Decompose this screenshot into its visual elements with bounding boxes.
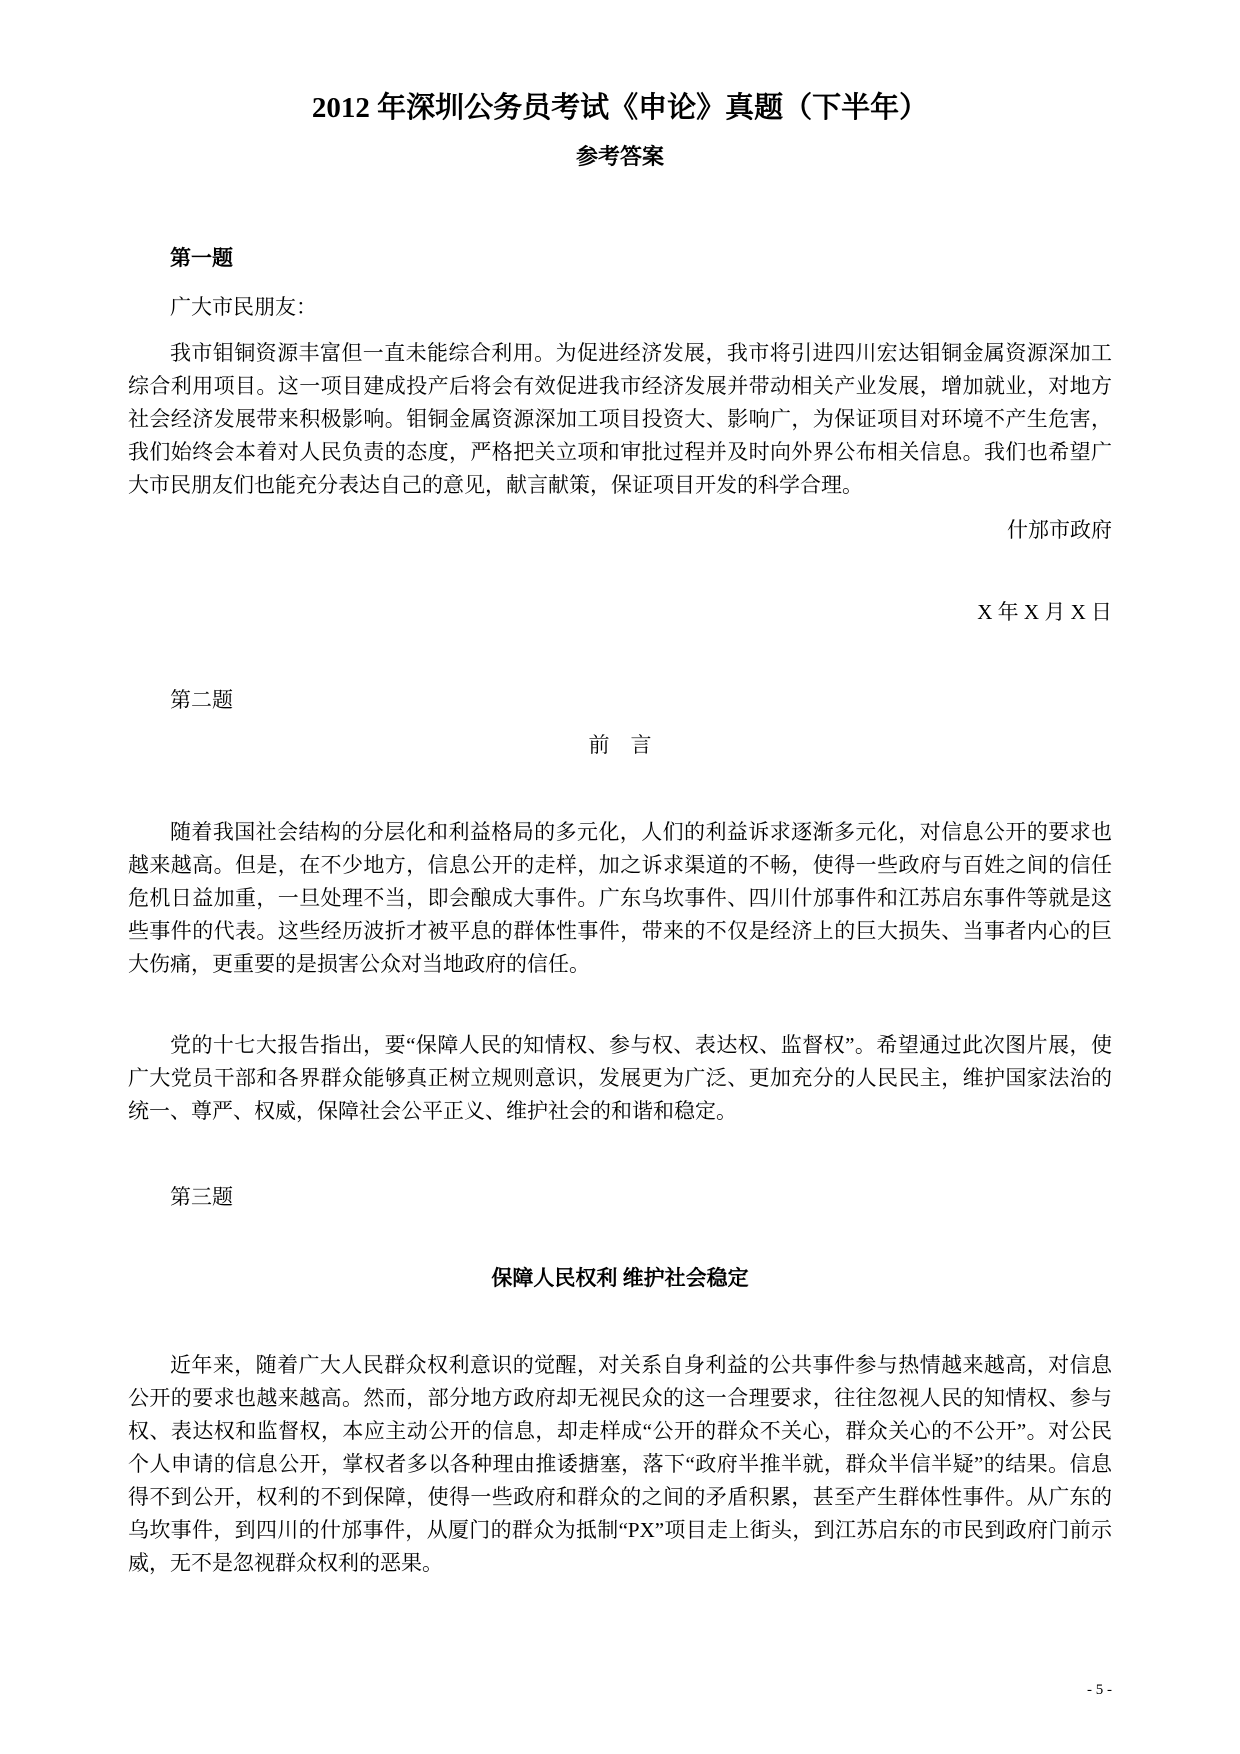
question2-subheading: 前 言 (588, 733, 652, 757)
document-title: 2012 年深圳公务员考试《申论》真题（下半年） (311, 92, 929, 124)
question2-paragraph-2: 党的十七大报告指出，要“保障人民的知情权、参与权、表达权、监督权”。希望通过此次图片展，使广大党员干部和各界群众能够真正树立规则意识，发展更为广泛、更加充分的人民民主，维护国家法治的统一、尊严、权威，保障社会公平正义、维护社会的和谐和稳定。 (128, 1033, 1112, 1123)
question1-body: 我市钼铜资源丰富但一直未能综合利用。为促进经济发展，我市将引进四川宏达钼铜金属资源深加工综合利用项目。这一项目建成投产后将会有效促进我市经济发展并带动相关产业发展，增加就业，对地方社会经济发展带来积极影响。钼铜金属资源深加工项目投资大、影响广，为保证项目对环境不产生危害，我们始终会本着对人民负责的态度，严格把关立项和审批过程并及时向外界公布相关信息。我们也希望广大市民朋友们也能充分表达自己的意见，献言献策，保证项目开发的科学合理。 (128, 341, 1112, 497)
question3-heading: 第三题 (170, 1185, 233, 1209)
question2-heading: 第二题 (170, 688, 233, 712)
question3-essay-title: 保障人民权利 维护社会稳定 (491, 1266, 749, 1290)
question2-paragraph-1: 随着我国社会结构的分层化和利益格局的多元化，人们的利益诉求逐渐多元化，对信息公开的要求也越来越高。但是，在不少地方，信息公开的走样，加之诉求渠道的不畅，使得一些政府与百姓之间的信任危机日益加重，一旦处理不当，即会酿成大事件。广东乌坎事件、四川什邡事件和江苏启东事件等就是这些事件的代表。这些经历波折才被平息的群体性事件，带来的不仅是经济上的巨大损失、当事者内心的巨大伤痛，更重要的是损害公众对当地政府的信任。 (128, 820, 1112, 976)
question1-salutation: 广大市民朋友： (170, 295, 317, 319)
document-subtitle: 参考答案 (575, 144, 664, 169)
page-number: - 5 - (1087, 1682, 1112, 1698)
question1-date: X 年 X 月 X 日 (977, 600, 1112, 624)
question3-paragraph-1: 近年来，随着广大人民群众权利意识的觉醒，对关系自身利益的公共事件参与热情越来越高，对信息公开的要求也越来越高。然而，部分地方政府却无视民众的这一合理要求，往往忽视人民的知情权、参与权、表达权和监督权，本应主动公开的信息，却走样成“公开的群众不关心，群众关心的不公开”。对公民个人申请的信息公开，掌权者多以各种理由推诿搪塞，落下“政府半推半就，群众半信半疑”的结果。信息得不到公开，权利的不到保障，使得一些政府和群众的之间的矛盾积累，甚至产生群体性事件。从广东的乌坎事件，到四川的什邡事件，从厦门的群众为抵制“PX”项目走上街头，到江苏启东的市民到政府门前示威，无不是忽视群众权利的恶果。 (128, 1353, 1112, 1575)
question1-heading: 第一题 (170, 246, 233, 270)
question1-signature: 什邡市政府 (1007, 518, 1112, 542)
